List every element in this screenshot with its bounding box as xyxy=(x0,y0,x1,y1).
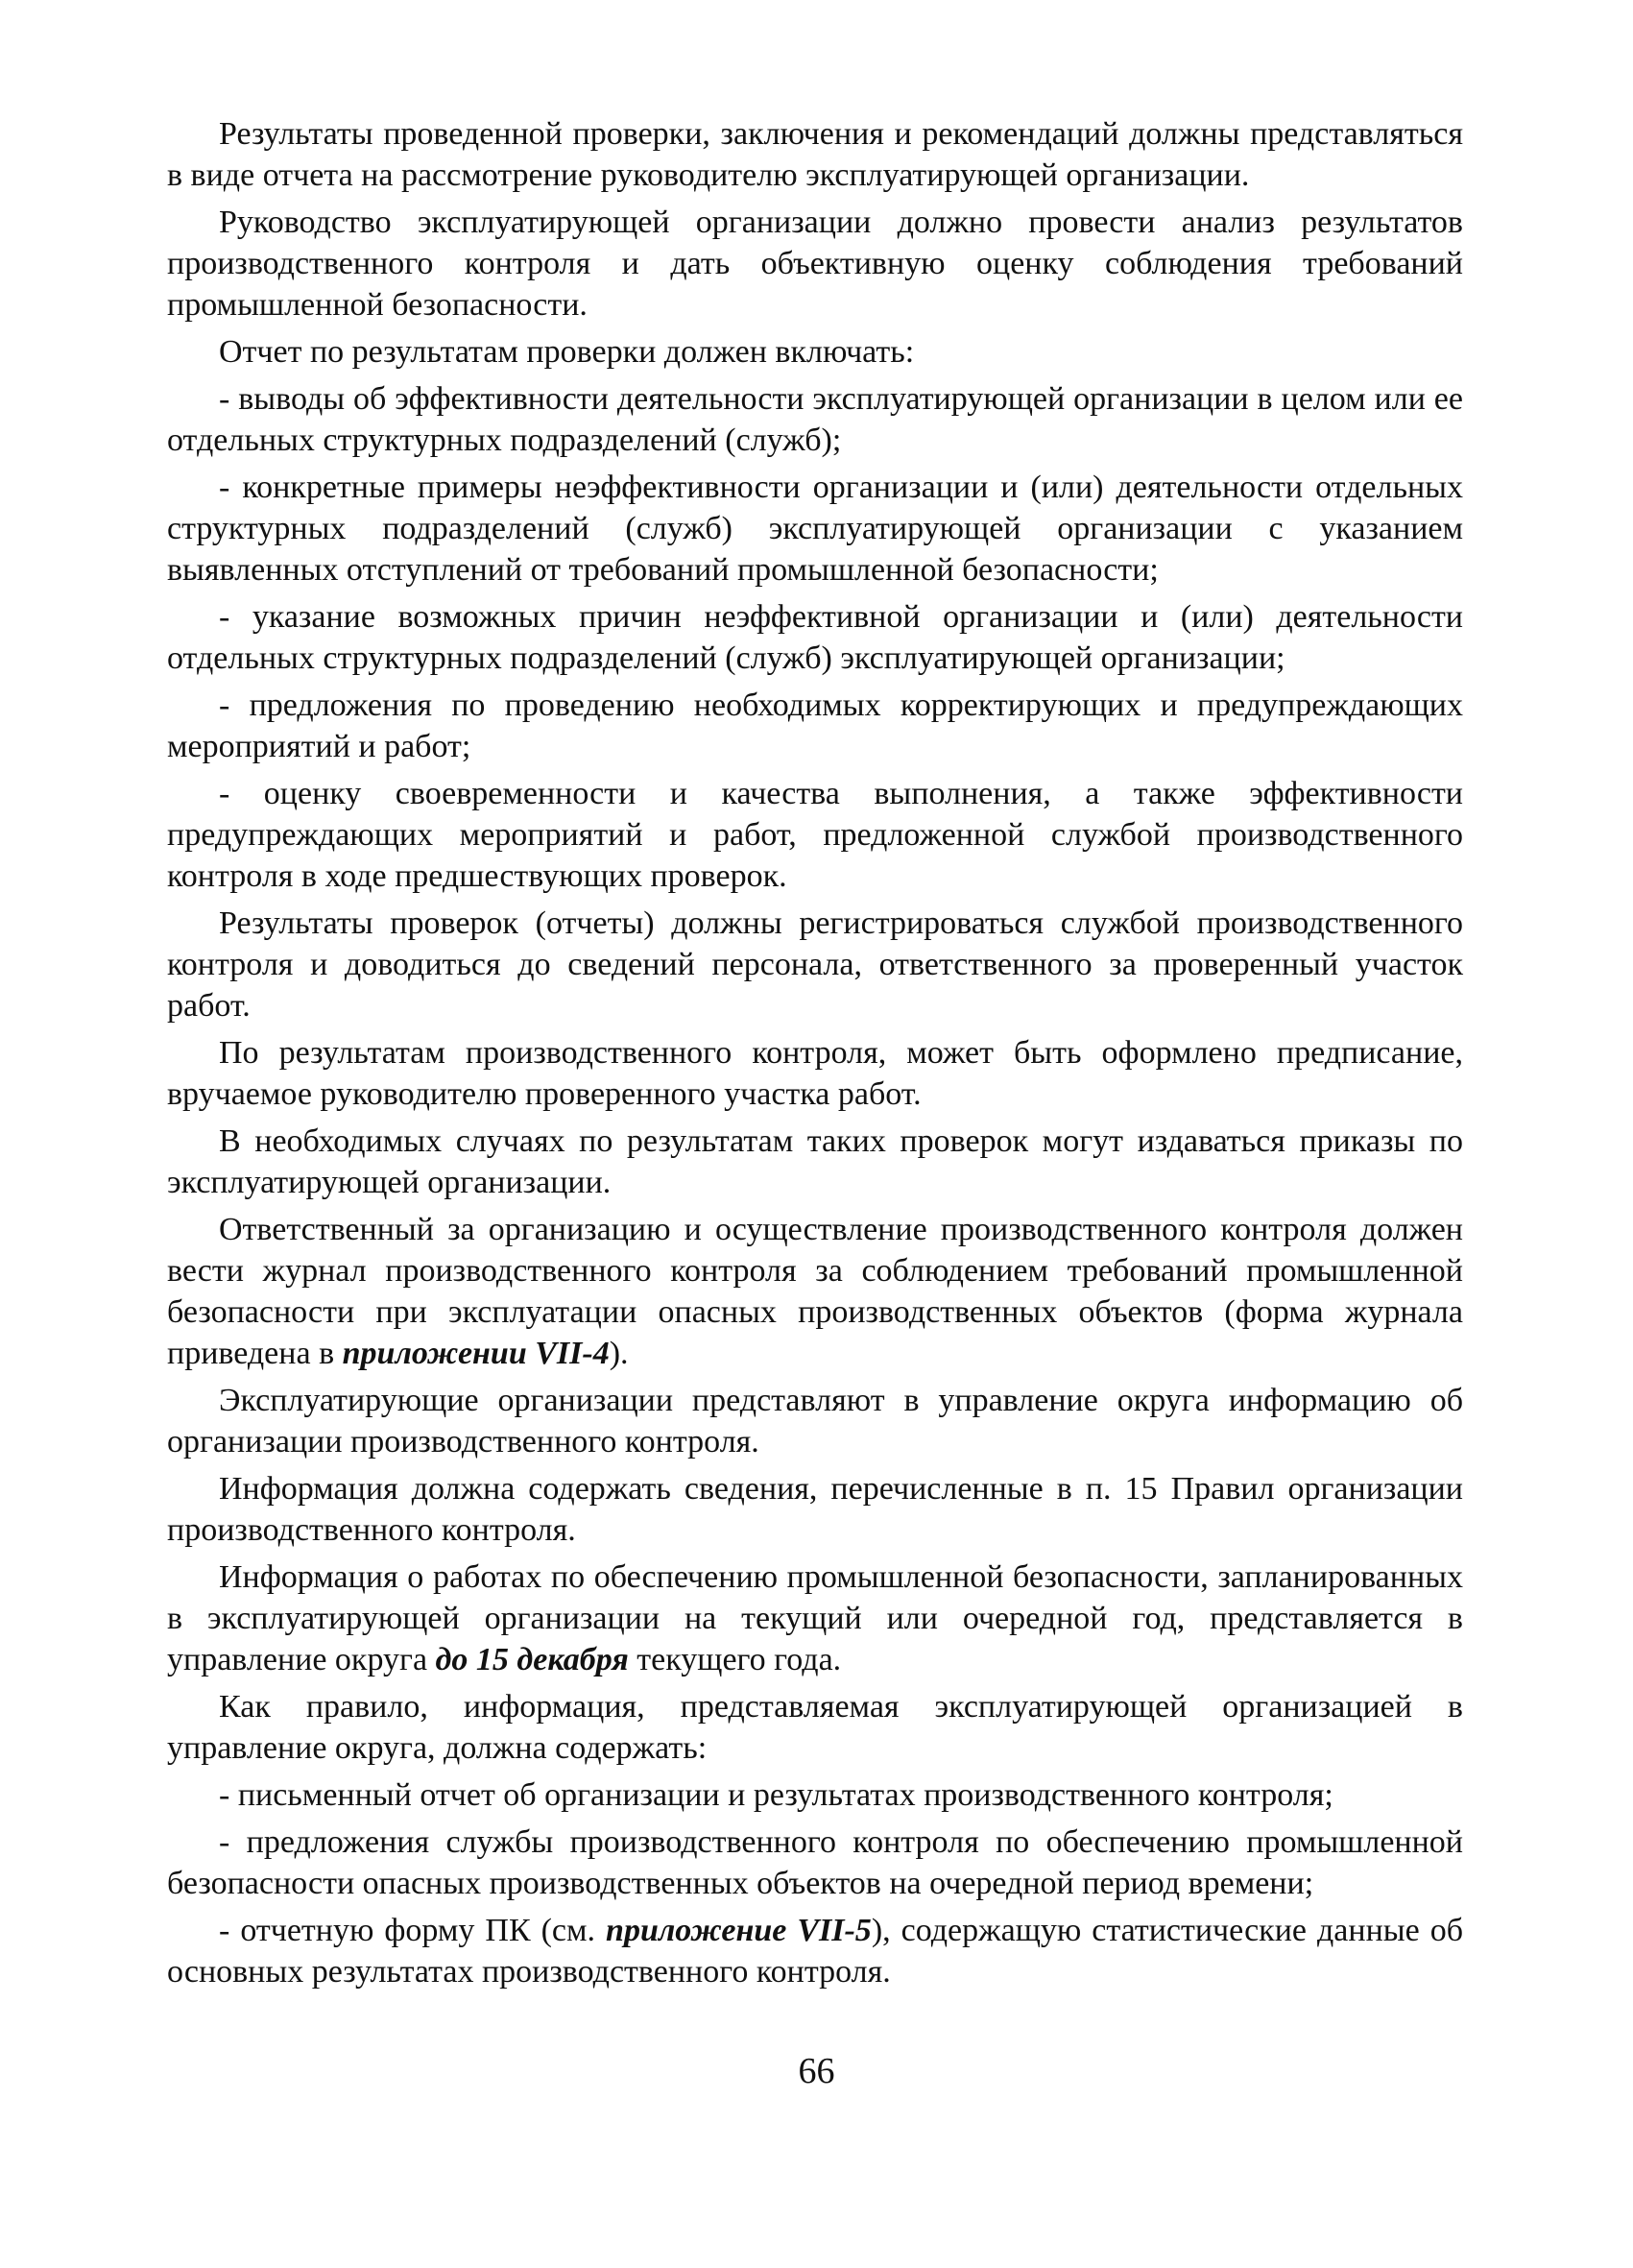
paragraph-2 xyxy=(167,202,1463,326)
list-item-3 xyxy=(167,596,1463,679)
list-item-text: - оценку своевременности и качества выполнения, а также эффективности предупреждающих мероприятий и работ, предложенной службой производственного контроля в ходе предшествующих проверок. xyxy=(167,776,1463,894)
paragraph-text-tail: ). xyxy=(609,1336,629,1371)
list-item-text: - конкретные примеры неэффективности организации и (или) деятельности отдельных структурных подразделений (служб) эксплуатирующей организации с указанием выявленных отступлений от требований промышленной безопасности; xyxy=(167,470,1463,588)
paragraph-text: Руководство эксплуатирующей организации должно провести анализ результатов производственного контроля и дать объективную оценку соблюдения требований промышленной безопасности. xyxy=(167,205,1463,323)
list-item-text: - отчетную форму ПК (см. xyxy=(219,1913,607,1948)
paragraph-text: Результаты проведенной проверки, заключения и рекомендаций должны представляться в виде отчета на рассмотрение руководителю эксплуатирующей организации. xyxy=(167,116,1463,193)
paragraph-7 xyxy=(167,1209,1463,1374)
paragraph-6 xyxy=(167,1121,1463,1203)
list-item-4 xyxy=(167,685,1463,767)
appendix-reference: приложении VII-4 xyxy=(342,1336,610,1371)
paragraph-text: Эксплуатирующие организации представляют в управление округа информацию об организации производственного контроля. xyxy=(167,1383,1463,1460)
paragraph-text: Ответственный за организацию и осуществление производственного контроля должен вести журнал производственного контроля за соблюдением требований промышленной безопасности при эксплуатации опасных производственных объектов (форма журнала приведена в xyxy=(167,1212,1463,1371)
list-item-text: - выводы об эффективности деятельности эксплуатирующей организации в целом или ее отдельных структурных подразделений (служб); xyxy=(167,381,1463,458)
list-item-2 xyxy=(167,467,1463,591)
list-item-8 xyxy=(167,1910,1463,1992)
paragraph-10 xyxy=(167,1556,1463,1680)
paragraph-text: Как правило, информация, представляемая эксплуатирующей организацией в управление округа, должна содержать: xyxy=(167,1689,1463,1766)
paragraph-text-tail: текущего года. xyxy=(628,1642,842,1677)
paragraph-9 xyxy=(167,1468,1463,1551)
paragraph-text: В необходимых случаях по результатам таких проверок могут издаваться приказы по эксплуатирующей организации. xyxy=(167,1123,1463,1200)
list-item-1 xyxy=(167,378,1463,461)
appendix-reference: приложение VII-5 xyxy=(606,1913,872,1948)
paragraph-5 xyxy=(167,1032,1463,1115)
paragraph-text: Отчет по результатам проверки должен включать: xyxy=(219,334,915,370)
list-item-text: - предложения по проведению необходимых корректирующих и предупреждающих мероприятий и работ; xyxy=(167,688,1463,764)
paragraph-3 xyxy=(167,331,1463,373)
list-item-text: - указание возможных причин неэффективной организации и (или) деятельности отдельных структурных подразделений (служб) эксплуатирующей организации; xyxy=(167,599,1463,676)
paragraph-11 xyxy=(167,1686,1463,1769)
list-item-6 xyxy=(167,1774,1463,1816)
deadline-emphasis: до 15 декабря xyxy=(435,1642,629,1677)
list-item-text-tail: ), содержащую статистические данные об основных результатах производственного контроля. xyxy=(167,1913,1463,1990)
list-item-text: - предложения службы производственного контроля по обеспечению промышленной безопасности опасных производственных объектов на очередной период времени; xyxy=(167,1824,1463,1901)
paragraph-text: Результаты проверок (отчеты) должны регистрироваться службой производственного контроля и доводиться до сведений персонала, ответственного за проверенный участок работ. xyxy=(167,905,1463,1024)
document-page xyxy=(167,113,1463,1998)
paragraph-text: Информация о работах по обеспечению промышленной безопасности, запланированных в эксплуатирующей организации на текущий или очередной год, представляется в управление округа xyxy=(167,1559,1463,1677)
paragraph-text: Информация должна содержать сведения, перечисленные в п. 15 Правил организации производственного контроля. xyxy=(167,1471,1463,1548)
list-item-7 xyxy=(167,1822,1463,1904)
paragraph-4 xyxy=(167,903,1463,1026)
paragraph-text: По результатам производственного контроля, может быть оформлено предписание, вручаемое руководителю проверенного участка работ. xyxy=(167,1035,1463,1112)
paragraph-8 xyxy=(167,1380,1463,1462)
list-item-5 xyxy=(167,773,1463,897)
paragraph-1 xyxy=(167,113,1463,196)
page-number: 66 xyxy=(798,2051,835,2091)
list-item-text: - письменный отчет об организации и результатах производственного контроля; xyxy=(219,1777,1333,1813)
